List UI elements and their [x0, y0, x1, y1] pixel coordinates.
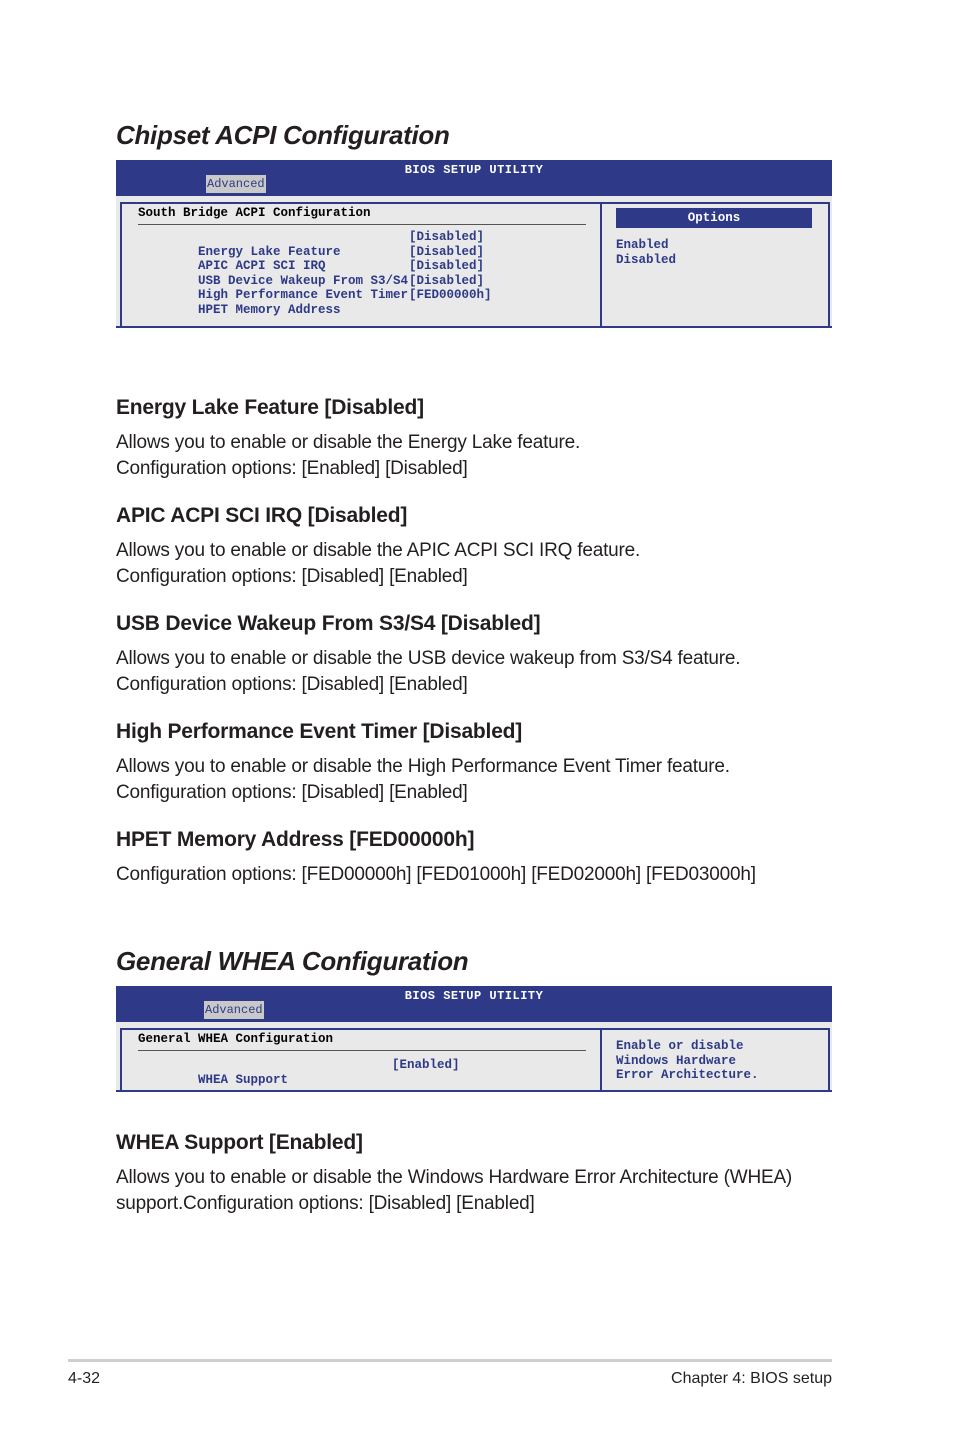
setting-row-apic-acpi-sci-irq[interactable] [138, 244, 485, 273]
bios-utility-title: BIOS SETUP UTILITY [404, 163, 544, 177]
desc-line: support.Configuration options: [Disabled] [Enabled] [116, 1193, 535, 1214]
bios-utility-title: BIOS SETUP UTILITY [404, 989, 544, 1003]
item-desc-apic-acpi [116, 538, 856, 590]
bios-screen-chipset-acpi [116, 160, 832, 328]
item-desc-usb-wakeup [116, 646, 856, 698]
item-title-usb-wakeup: USB Device Wakeup From S3/S4 [Disabled] [116, 612, 541, 635]
setting-value: [Disabled] [409, 230, 485, 244]
desc-line: Allows you to enable or disable the APIC ACPI SCI IRQ feature. [116, 540, 641, 561]
setting-label: High Performance Event Timer [198, 288, 409, 302]
desc-line: Configuration options: [Enabled] [Disabled] [116, 458, 468, 479]
setting-value: [Disabled] [409, 259, 485, 273]
desc-line: Configuration options: [Disabled] [Enabled] [116, 782, 468, 803]
desc-line: Allows you to enable or disable the High Performance Event Timer feature. [116, 756, 730, 777]
panel-heading: South Bridge ACPI Configuration [138, 206, 371, 220]
setting-row-hpet-address[interactable] [138, 288, 492, 317]
item-desc-hpet-timer [116, 754, 856, 806]
tab-advanced[interactable]: Advanced [207, 177, 265, 191]
setting-value: [Enabled] [392, 1058, 460, 1072]
setting-label: WHEA Support [198, 1072, 289, 1087]
options-heading: Options [616, 208, 812, 228]
item-title-apic-acpi: APIC ACPI SCI IRQ [Disabled] [116, 504, 408, 527]
setting-row-energy-lake[interactable] [138, 230, 485, 259]
item-desc-whea-support [116, 1165, 876, 1217]
setting-label: USB Device Wakeup From S3/S4 [198, 273, 409, 288]
desc-line: Allows you to enable or disable the Windows Hardware Error Architecture (WHEA) [116, 1167, 793, 1188]
setting-label: HPET Memory Address [198, 302, 341, 317]
setting-value: [FED00000h] [409, 288, 492, 302]
item-title-hpet-timer: High Performance Event Timer [Disabled] [116, 720, 523, 743]
desc-line: Configuration options: [FED00000h] [FED01000h] [FED02000h] [FED03000h] [116, 864, 756, 885]
item-desc-hpet-address [116, 862, 856, 888]
item-title-hpet-address: HPET Memory Address [FED00000h] [116, 828, 475, 851]
item-desc-energy-lake [116, 430, 856, 482]
help-line: Windows Hardware [616, 1053, 737, 1068]
heading-divider [138, 224, 586, 225]
item-title-energy-lake: Energy Lake Feature [Disabled] [116, 396, 424, 419]
setting-row-whea-support[interactable] [138, 1058, 460, 1087]
bios-help-panel [602, 1028, 830, 1090]
setting-value: [Disabled] [409, 244, 485, 259]
desc-line: Configuration options: [Disabled] [Enabled] [116, 566, 468, 587]
desc-line: Configuration options: [Disabled] [Enabled] [116, 674, 468, 695]
bios-settings-panel [120, 1028, 602, 1090]
setting-value: [Disabled] [409, 273, 485, 288]
footer-divider [68, 1359, 832, 1362]
option-disabled[interactable]: Disabled [616, 252, 677, 267]
bios-title-bar [116, 986, 832, 1022]
section-title-general-whea: General WHEA Configuration [116, 946, 469, 976]
setting-row-usb-wakeup[interactable] [138, 259, 485, 288]
option-enabled[interactable]: Enabled [616, 238, 669, 252]
desc-line: Allows you to enable or disable the USB device wakeup from S3/S4 feature. [116, 648, 741, 669]
setting-label: Energy Lake Feature [198, 244, 341, 259]
help-line: Enable or disable [616, 1039, 744, 1053]
chapter-label: Chapter 4: BIOS setup [671, 1370, 832, 1387]
bios-screen-general-whea [116, 986, 832, 1092]
item-title-whea-support: WHEA Support [Enabled] [116, 1131, 363, 1154]
help-line: Error Architecture. [616, 1068, 759, 1082]
page-number: 4-32 [68, 1370, 101, 1387]
desc-line: Allows you to enable or disable the Energy Lake feature. [116, 432, 581, 453]
panel-heading: General WHEA Configuration [138, 1032, 334, 1046]
bios-title-bar [116, 160, 832, 196]
tab-advanced[interactable]: Advanced [205, 1003, 263, 1017]
bios-frame [116, 196, 832, 328]
setting-label: APIC ACPI SCI IRQ [198, 259, 326, 273]
section-title-chipset-acpi: Chipset ACPI Configuration [116, 120, 450, 150]
heading-divider [138, 1050, 586, 1051]
bios-settings-panel [120, 202, 602, 326]
bios-help-panel [602, 202, 830, 326]
bios-frame [116, 1022, 832, 1092]
